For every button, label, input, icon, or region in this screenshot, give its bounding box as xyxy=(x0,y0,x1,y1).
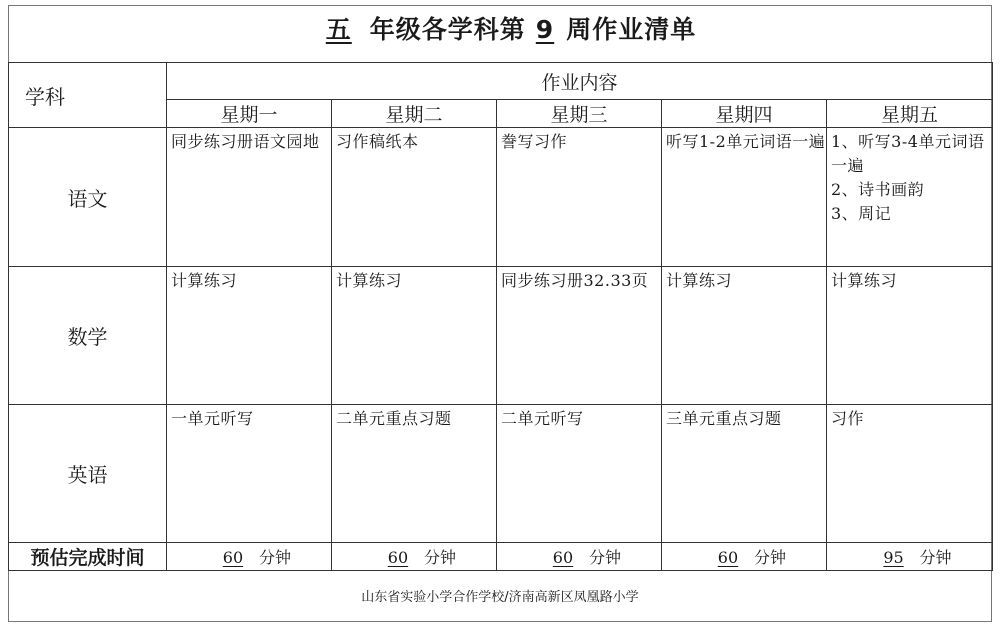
content-header: 作业内容 xyxy=(167,63,993,100)
cell-math-tue xyxy=(332,267,497,405)
cell-line: 计算练习 xyxy=(831,271,898,290)
cell-line: 2、诗书画韵 xyxy=(831,180,925,199)
day-tuesday: 星期二 xyxy=(332,100,497,128)
cell-english-fri xyxy=(827,405,993,543)
subject-header: 学科 xyxy=(9,63,167,128)
week-value: 9 xyxy=(535,15,555,44)
cell-line: 计算练习 xyxy=(666,271,733,290)
time-value: 60 xyxy=(552,548,574,567)
time-value: 60 xyxy=(387,548,409,567)
cell-line: 习作稿纸本 xyxy=(336,132,419,151)
homework-table xyxy=(8,62,993,571)
cell-chinese-wed xyxy=(497,128,662,267)
time-cell-tue xyxy=(332,543,497,571)
cell-english-thu xyxy=(662,405,827,543)
cell-chinese-thu xyxy=(662,128,827,267)
time-unit: 分钟 xyxy=(258,548,291,567)
cell-line: 听写1-2单元词语一遍 xyxy=(666,132,826,151)
grade-value: 五 xyxy=(325,15,352,44)
time-cell-thu xyxy=(662,543,827,571)
time-unit: 分钟 xyxy=(753,548,786,567)
title-suffix: 周作业清单 xyxy=(566,15,697,44)
header-row-top xyxy=(9,63,993,100)
day-wednesday: 星期三 xyxy=(497,100,662,128)
cell-line: 1、听写3-4单元词语一遍 xyxy=(831,132,985,175)
time-unit: 分钟 xyxy=(588,548,621,567)
time-unit: 分钟 xyxy=(919,548,952,567)
day-monday: 星期一 xyxy=(167,100,332,128)
title-middle: 年级各学科第 xyxy=(369,15,526,44)
cell-chinese-mon xyxy=(167,128,332,267)
table-row-math xyxy=(9,267,993,405)
time-value: 95 xyxy=(883,548,904,567)
cell-line: 3、周记 xyxy=(831,204,892,223)
cell-chinese-fri xyxy=(827,128,993,267)
cell-math-mon xyxy=(167,267,332,405)
cell-math-wed xyxy=(497,267,662,405)
time-value: 60 xyxy=(717,548,739,567)
cell-line: 计算练习 xyxy=(336,271,403,290)
cell-english-mon xyxy=(167,405,332,543)
subject-chinese: 语文 xyxy=(9,128,167,267)
day-thursday: 星期四 xyxy=(662,100,827,128)
cell-line: 誊写习作 xyxy=(501,132,568,151)
time-cell-fri xyxy=(827,543,993,571)
cell-line: 习作 xyxy=(831,409,865,428)
cell-english-wed xyxy=(497,405,662,543)
page-title xyxy=(0,10,1000,46)
time-unit: 分钟 xyxy=(423,548,456,567)
cell-line: 二单元听写 xyxy=(501,409,584,428)
school-footer: 山东省实验小学合作学校/济南高新区凤凰路小学 xyxy=(361,590,639,605)
subject-english: 英语 xyxy=(9,405,167,543)
time-cell-mon xyxy=(167,543,332,571)
cell-english-tue xyxy=(332,405,497,543)
cell-math-fri xyxy=(827,267,993,405)
cell-line: 同步练习册语文园地 xyxy=(171,132,320,151)
table-row-time xyxy=(9,543,993,571)
time-label: 预估完成时间 xyxy=(9,543,167,571)
cell-line: 一单元听写 xyxy=(171,409,254,428)
cell-line: 计算练习 xyxy=(171,271,238,290)
day-friday: 星期五 xyxy=(827,100,993,128)
cell-line: 同步练习册32.33页 xyxy=(501,271,649,290)
table-row-chinese xyxy=(9,128,993,267)
cell-chinese-tue xyxy=(332,128,497,267)
cell-line: 二单元重点习题 xyxy=(336,409,452,428)
table-row-english xyxy=(9,405,993,543)
subject-math: 数学 xyxy=(9,267,167,405)
cell-line: 三单元重点习题 xyxy=(666,409,782,428)
time-value: 60 xyxy=(222,548,244,567)
time-cell-wed xyxy=(497,543,662,571)
cell-math-thu xyxy=(662,267,827,405)
